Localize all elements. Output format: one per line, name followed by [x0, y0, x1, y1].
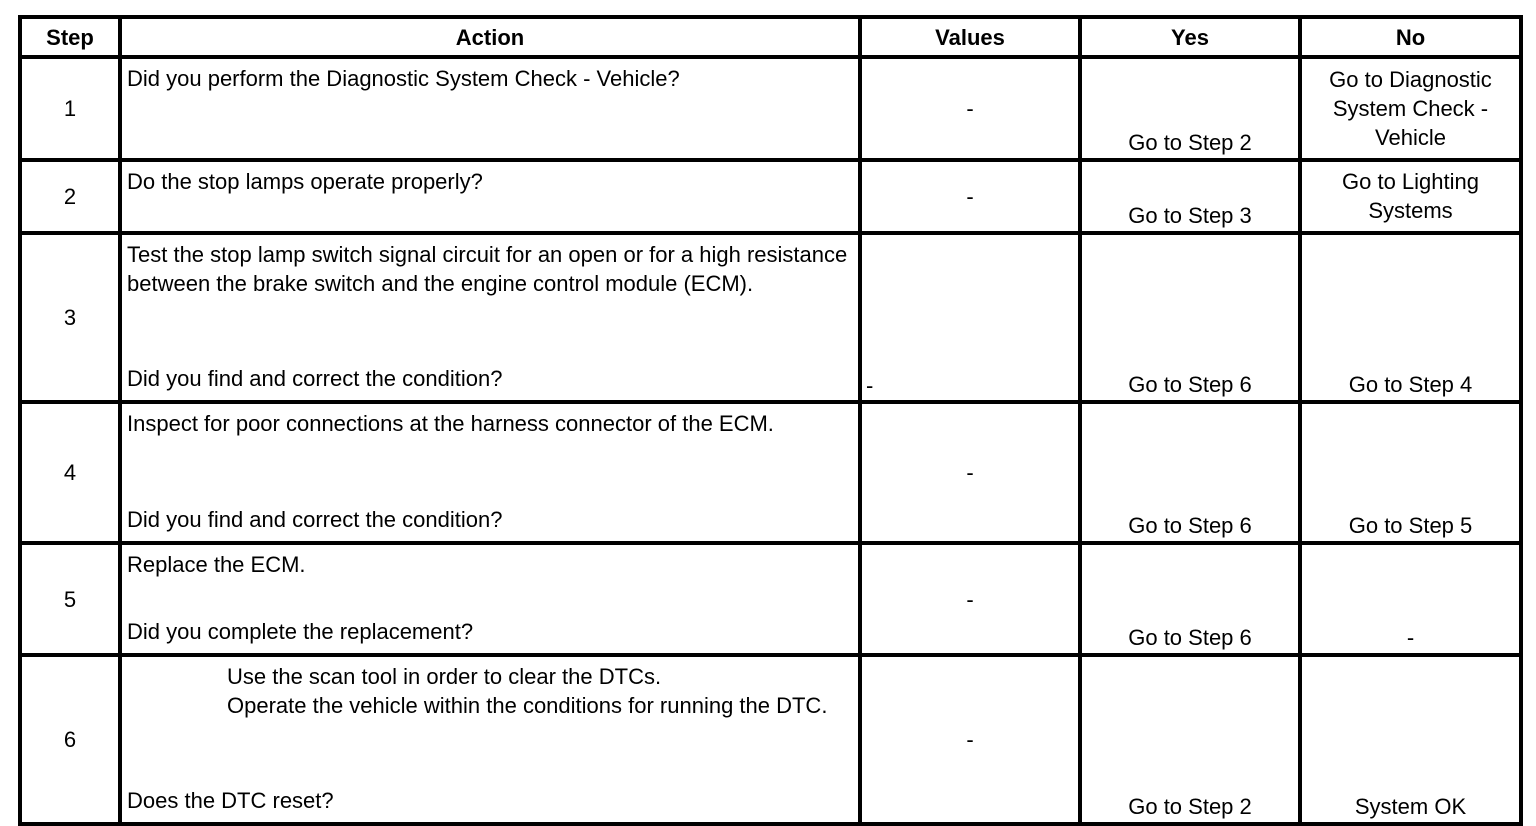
header-row	[20, 17, 1521, 57]
step-number: 6	[20, 655, 120, 824]
step-number: 3	[20, 233, 120, 402]
step-number: 5	[20, 543, 120, 655]
header-no: No	[1300, 17, 1521, 57]
no-cell: Go to Lighting Systems	[1300, 160, 1521, 233]
action-cell	[120, 655, 860, 824]
values-cell: -	[860, 655, 1080, 824]
step-number: 2	[20, 160, 120, 233]
diagnostic-table	[18, 15, 1523, 826]
action-question: Did you complete the replacement?	[127, 619, 474, 644]
no-cell: Go to Step 4	[1300, 233, 1521, 402]
action-cell	[120, 160, 860, 233]
action-text: Inspect for poor connections at the harness connector of the ECM.	[127, 411, 774, 436]
action-question: Does the DTC reset?	[127, 788, 334, 813]
values-cell: -	[860, 402, 1080, 543]
values-cell: -	[860, 543, 1080, 655]
values-cell: -	[860, 233, 1080, 402]
values-cell: -	[860, 160, 1080, 233]
header-action: Action	[120, 17, 860, 57]
yes-cell: Go to Step 6	[1080, 233, 1300, 402]
action-cell	[120, 543, 860, 655]
action-question: Did you find and correct the condition?	[127, 507, 503, 532]
action-text: Did you perform the Diagnostic System Check - Vehicle?	[127, 66, 680, 91]
action-step-item: Operate the vehicle within the conditions for running the DTC.	[227, 693, 828, 718]
action-text: Test the stop lamp switch signal circuit for an open or for a high resistance between the brake switch and the engine control module (ECM).	[127, 242, 848, 296]
action-cell	[120, 233, 860, 402]
table-row	[20, 57, 1521, 160]
yes-cell: Go to Step 2	[1080, 655, 1300, 824]
no-cell: -	[1300, 543, 1521, 655]
table-row	[20, 655, 1521, 824]
table-row	[20, 233, 1521, 402]
header-values: Values	[860, 17, 1080, 57]
diagnostic-table-container	[18, 15, 1523, 826]
yes-cell: Go to Step 6	[1080, 543, 1300, 655]
yes-cell: Go to Step 6	[1080, 402, 1300, 543]
no-cell: System OK	[1300, 655, 1521, 824]
table-row	[20, 402, 1521, 543]
no-cell: Go to Diagnostic System Check - Vehicle	[1300, 57, 1521, 160]
values-cell: -	[860, 57, 1080, 160]
action-question: Did you find and correct the condition?	[127, 366, 503, 391]
action-text: Do the stop lamps operate properly?	[127, 169, 483, 194]
action-step-item: Use the scan tool in order to clear the DTCs.	[227, 664, 662, 689]
table-row	[20, 160, 1521, 233]
no-cell: Go to Step 5	[1300, 402, 1521, 543]
action-text: Replace the ECM.	[127, 552, 306, 577]
step-number: 4	[20, 402, 120, 543]
yes-cell: Go to Step 2	[1080, 57, 1300, 160]
step-number: 1	[20, 57, 120, 160]
table-row	[20, 543, 1521, 655]
header-step: Step	[20, 17, 120, 57]
header-yes: Yes	[1080, 17, 1300, 57]
action-cell	[120, 402, 860, 543]
action-cell	[120, 57, 860, 160]
yes-cell: Go to Step 3	[1080, 160, 1300, 233]
action-steps-list	[127, 662, 852, 720]
